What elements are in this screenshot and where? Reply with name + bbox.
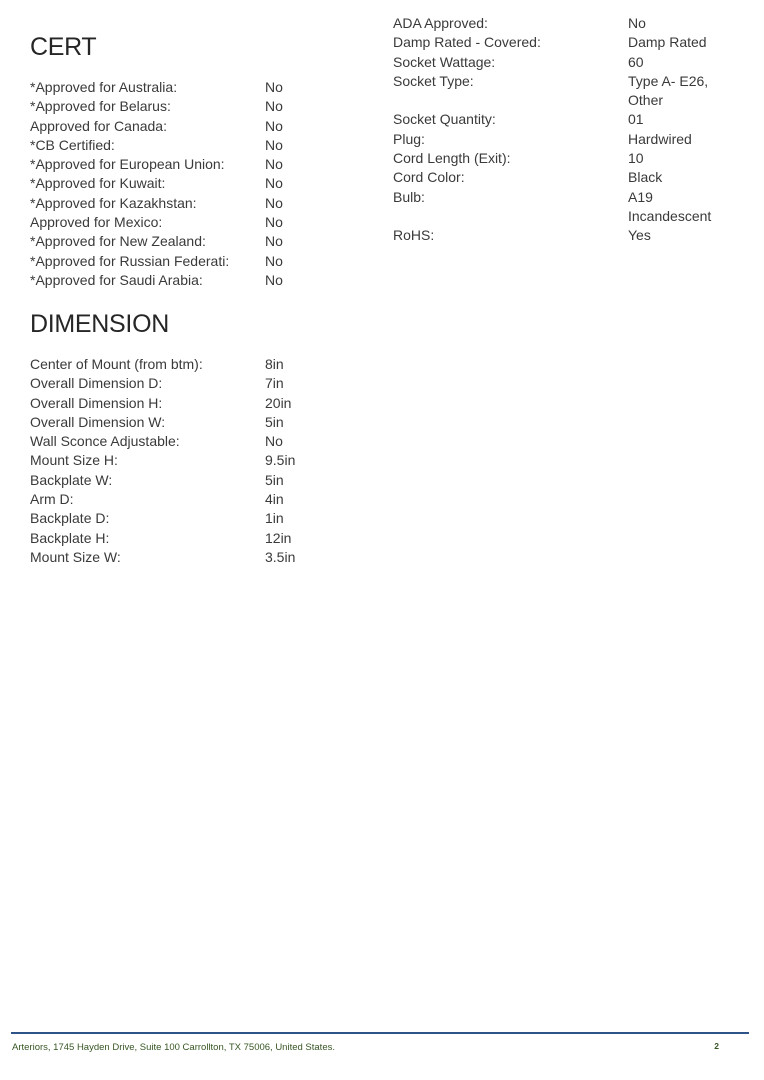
dimension-row bbox=[30, 413, 382, 432]
dimension-row bbox=[30, 394, 382, 413]
cert-row-value: No bbox=[265, 271, 283, 288]
dimension-row bbox=[30, 374, 382, 393]
cert-row-value: No bbox=[265, 194, 283, 211]
cert-row-label: *Approved for Russian Federati: bbox=[30, 252, 230, 269]
cert-row bbox=[30, 232, 382, 251]
cert-row-label: *Approved for European Union: bbox=[30, 156, 225, 173]
cert-row-value: No bbox=[265, 233, 283, 250]
cert-row bbox=[30, 252, 382, 271]
spec-row bbox=[393, 33, 738, 52]
spec-row-label: Cord Color: bbox=[393, 169, 465, 186]
cert-row bbox=[30, 78, 382, 97]
dimension-row-value: 1in bbox=[265, 510, 284, 527]
section-title-dimension: DIMENSION bbox=[30, 310, 169, 338]
cert-row bbox=[30, 117, 382, 136]
cert-row bbox=[30, 194, 382, 213]
spec-row-label: RoHS: bbox=[393, 227, 435, 244]
spec-row bbox=[393, 226, 738, 245]
footer-address: Arteriors, 1745 Hayden Drive, Suite 100 Carrollton, TX 75006, United States. bbox=[12, 1042, 335, 1053]
footer-divider bbox=[11, 1032, 749, 1034]
spec-row-value: Hardwired bbox=[628, 130, 692, 147]
cert-row-value: No bbox=[265, 136, 283, 153]
dimension-row bbox=[30, 490, 382, 509]
dimension-row-label: Overall Dimension H: bbox=[30, 394, 163, 411]
dimension-row-value: 9.5in bbox=[265, 452, 296, 469]
spec-row-value: No bbox=[628, 15, 646, 31]
dimension-row-value: 12in bbox=[265, 529, 292, 546]
spec-row-label: Bulb: bbox=[393, 188, 425, 205]
cert-rows bbox=[30, 78, 382, 290]
dimension-row bbox=[30, 509, 382, 528]
spec-row-value: 10 bbox=[628, 150, 644, 167]
spec-row-value: Damp Rated bbox=[628, 34, 707, 51]
spec-row-value: 60 bbox=[628, 53, 644, 70]
dimension-row-label: Overall Dimension W: bbox=[30, 413, 166, 430]
dimension-row bbox=[30, 548, 382, 567]
dimension-row-value: No bbox=[265, 433, 283, 450]
spec-row-value: Yes bbox=[628, 227, 651, 244]
cert-row-value: No bbox=[265, 156, 283, 173]
spec-row bbox=[393, 110, 738, 129]
cert-row-label: *Approved for Saudi Arabia: bbox=[30, 271, 203, 288]
spec-row-label: Socket Wattage: bbox=[393, 53, 496, 70]
cert-row-value: No bbox=[265, 214, 283, 231]
spec-row-label: ADA Approved: bbox=[393, 15, 488, 31]
dimension-row-label: Arm D: bbox=[30, 491, 74, 508]
spec-row-label: Cord Length (Exit): bbox=[393, 150, 511, 167]
spec-row bbox=[393, 130, 738, 149]
dimension-row-value: 4in bbox=[265, 491, 284, 508]
spec-rows bbox=[393, 14, 738, 246]
cert-row-label: *CB Certified: bbox=[30, 136, 115, 153]
cert-row-value: No bbox=[265, 117, 283, 134]
dimension-rows bbox=[30, 355, 382, 567]
cert-row-label: *Approved for New Zealand: bbox=[30, 233, 206, 250]
spec-row bbox=[393, 14, 738, 33]
dimension-row-label: Backplate W: bbox=[30, 471, 113, 488]
spec-row-label: Damp Rated - Covered: bbox=[393, 34, 541, 51]
dimension-row-label: Mount Size H: bbox=[30, 452, 118, 469]
dimension-row-value: 7in bbox=[265, 375, 284, 392]
dimension-row-label: Backplate D: bbox=[30, 510, 110, 527]
cert-row-value: No bbox=[265, 175, 283, 192]
section-title-cert: CERT bbox=[30, 33, 97, 61]
cert-row-value: No bbox=[265, 79, 283, 95]
dimension-row bbox=[30, 529, 382, 548]
spec-row bbox=[393, 168, 738, 187]
dimension-row-label: Center of Mount (from btm): bbox=[30, 356, 203, 372]
cert-row bbox=[30, 155, 382, 174]
cert-row bbox=[30, 271, 382, 290]
cert-row-value: No bbox=[265, 98, 283, 115]
cert-row bbox=[30, 97, 382, 116]
dimension-row bbox=[30, 355, 382, 374]
cert-row-label: *Approved for Kuwait: bbox=[30, 175, 166, 192]
spec-row bbox=[393, 188, 738, 227]
dimension-row-label: Wall Sconce Adjustable: bbox=[30, 433, 180, 450]
dimension-row bbox=[30, 432, 382, 451]
dimension-row-value: 8in bbox=[265, 356, 284, 372]
cert-row-value: No bbox=[265, 252, 283, 269]
spec-row bbox=[393, 72, 738, 111]
cert-row-label: *Approved for Kazakhstan: bbox=[30, 194, 197, 211]
spec-row-value: A19 Incandescent bbox=[628, 188, 712, 224]
footer-page-number: 2 bbox=[714, 1041, 719, 1051]
dimension-row-value: 3.5in bbox=[265, 548, 296, 565]
spec-row bbox=[393, 149, 738, 168]
spec-row-label: Socket Type: bbox=[393, 72, 474, 89]
dimension-row-label: Backplate H: bbox=[30, 529, 110, 546]
spec-row-value: 01 bbox=[628, 111, 644, 128]
dimension-row-value: 5in bbox=[265, 413, 284, 430]
cert-row-label: Approved for Canada: bbox=[30, 117, 167, 134]
spec-row bbox=[393, 53, 738, 72]
cert-row bbox=[30, 136, 382, 155]
cert-row bbox=[30, 213, 382, 232]
dimension-row bbox=[30, 471, 382, 490]
spec-row-value: Type A- E26, Other bbox=[628, 72, 709, 109]
spec-row-label: Socket Quantity: bbox=[393, 111, 496, 128]
dimension-row-label: Mount Size W: bbox=[30, 548, 121, 565]
cert-row-label: Approved for Mexico: bbox=[30, 214, 163, 231]
dimension-row-label: Overall Dimension D: bbox=[30, 375, 163, 392]
cert-row bbox=[30, 174, 382, 193]
cert-row-label: *Approved for Australia: bbox=[30, 79, 178, 95]
spec-row-value: Black bbox=[628, 169, 663, 186]
dimension-row bbox=[30, 451, 382, 470]
dimension-row-value: 20in bbox=[265, 394, 292, 411]
spec-row-label: Plug: bbox=[393, 130, 425, 147]
dimension-row-value: 5in bbox=[265, 471, 284, 488]
cert-row-label: *Approved for Belarus: bbox=[30, 98, 171, 115]
